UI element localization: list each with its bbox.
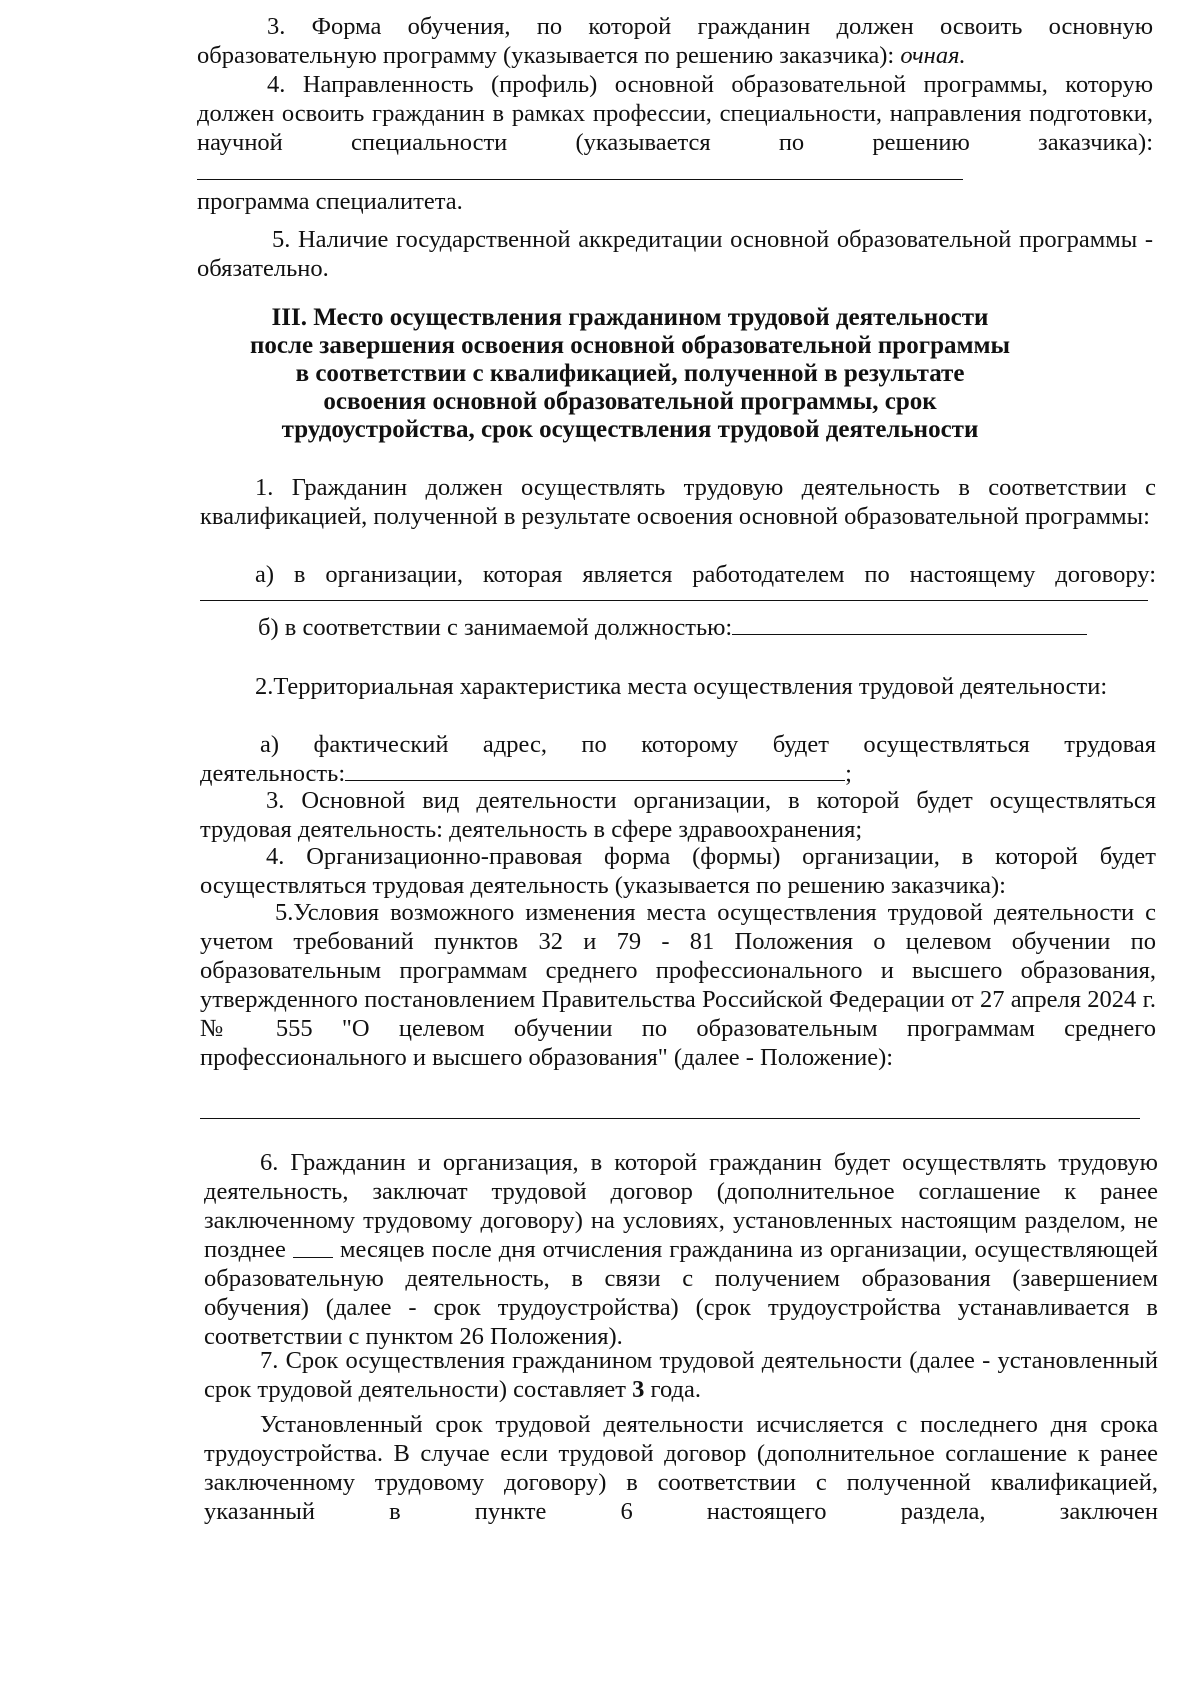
s3-item-1b: б) в соответствии с занимаемой должностью: <box>258 612 1158 642</box>
s3-item-2a-address: деятельность: ; <box>200 760 852 787</box>
study-form-value: очная. <box>900 42 966 69</box>
heading-line: в соответствии с квалификацией, полученной в результате <box>295 360 965 387</box>
s2-item-3: 3. Форма обучения, по которой гражданин должен освоить основную образовательную программу (указывается по решению заказчика): очная. <box>197 13 1154 69</box>
heading-line: трудоустройства, срок осуществления трудовой деятельности <box>281 416 979 443</box>
work-term-value: 3 <box>632 1376 645 1403</box>
s3-item-3: 3. Основной вид деятельности организации, в которой будет осуществляться трудовая деятельность: деятельность в сфере здравоохранения; <box>200 787 1156 843</box>
heading-line: освоения основной образовательной программы, срок <box>323 388 937 415</box>
s3-item-5: 5.Условия возможного изменения места осуществления трудовой деятельности с учетом требований пунктов 32 и 79 - 81 Положения о целевом обучении по образовательным программам среднего профессионального и высшего образования, утвержденного постановлением Правительства Российской Федерации от 27 апреля 2024 г. № 555 "О целевом обучении по образовательным программам среднего профессионального и высшего образования" (далее - Положение): <box>200 899 1156 1071</box>
s2-item-5: 5. Наличие государственной аккредитации основной образовательной программы - обязательно. <box>197 226 1154 282</box>
blank-line <box>200 1118 1140 1119</box>
s2-item-4: 4. Направленность (профиль) основной образовательной программы, которую должен освоить гражданин в рамках профессии, специальности, направления подготовки, научной специальности (указывается по решению заказчика): <box>197 70 1153 187</box>
months-blank <box>293 1235 333 1258</box>
blank-line <box>197 157 963 180</box>
s3-item-1a: а) в организации, которая является работодателем по настоящему договору: <box>255 561 1156 588</box>
s3-item-7: 7. Срок осуществления гражданином трудовой деятельности (далее - установленный срок трудовой деятельности) составляет 3 года. <box>204 1347 1158 1403</box>
s2-item-4-value: программа специалитета. <box>197 188 463 215</box>
s3-item-6: 6. Гражданин и организация, в которой гражданин будет осуществлять трудовую деятельность, заключат трудовой договор (дополнительное соглашение к ранее заключенному трудовому договору) на условиях, установленных настоящим разделом, не позднее месяцев после дня отчисления гражданина из организации, осуществляющей образовательную деятельность, в связи с получением образования (завершением обучения) (далее - срок трудоустройства) (срок трудоустройства устанавливается в соответствии с пунктом 26 Положения). <box>204 1149 1159 1350</box>
blank-line <box>732 612 1087 635</box>
s3-item-4: 4. Организационно-правовая форма (формы) организации, в которой будет осуществляться трудовая деятельность (указывается по решению заказчика): <box>200 843 1156 899</box>
s3-item-2: 2.Территориальная характеристика места осуществления трудовой деятельности: <box>255 673 1108 700</box>
s3-item-2a: а) фактический адрес, по которому будет осуществляться трудовая <box>260 731 1156 758</box>
heading-line: III. Место осуществления гражданином трудовой деятельности <box>271 304 989 331</box>
blank-line <box>345 758 845 781</box>
heading-line: после завершения освоения основной образовательной программы <box>249 332 1011 359</box>
s3-item-1: 1. Гражданин должен осуществлять трудовую деятельность в соответствии с квалификацией, полученной в результате освоения основной образовательной программы: <box>200 474 1156 530</box>
s3-term-paragraph: Установленный срок трудовой деятельности исчисляется с последнего дня срока трудоустройства. В случае если трудовой договор (дополнительное соглашение к ранее заключенному трудовому договору) в соответствии с полученной квалификацией, указанный в пункте 6 настоящего раздела, заключен <box>204 1411 1158 1525</box>
blank-line <box>200 600 1148 601</box>
